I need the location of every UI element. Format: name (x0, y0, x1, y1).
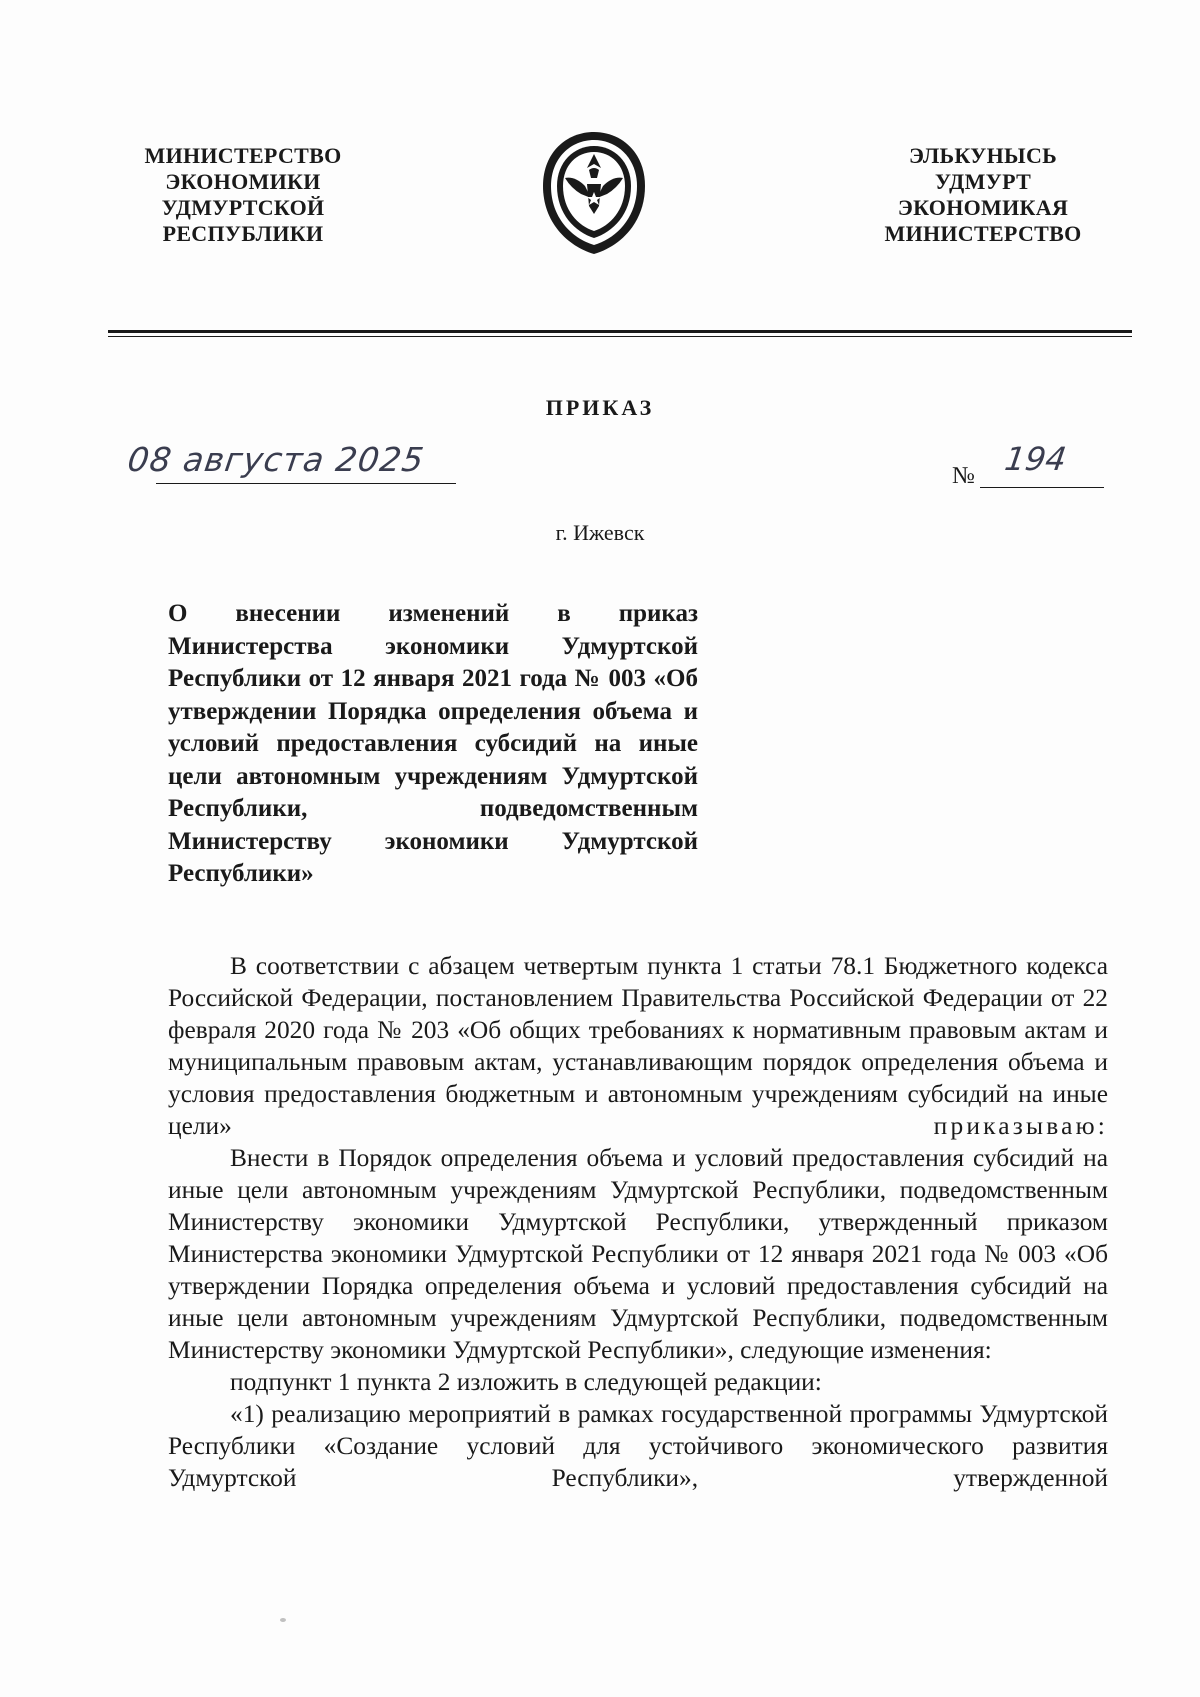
ministry-name-line: МИНИСТЕРСТВО (144, 143, 342, 168)
body-paragraph: Внести в Порядок определения объема и условий предоставления субсидий на иные цели автономным учреждениям Удмуртской Республики, подведомственным Министерству экономики Удмуртской Республики, утвержденный приказом Министерства экономики Удмуртской Республики от 12 января 2021 года № 003 «Об утверждении Порядка определения объема и условий предоставления субсидий на иные цели автономным учреждениям Удмуртской Республики, подведомственным Министерству экономики Удмуртской Республики», следующие изменения: (168, 1144, 1108, 1364)
ministry-name-line: УДМУРТ (934, 169, 1032, 194)
scan-speck (280, 1618, 286, 1622)
ministry-name-line: ЭКОНОМИКИ (165, 169, 321, 194)
order-verb: приказываю: (933, 1112, 1108, 1140)
body-paragraph: подпункт 1 пункта 2 изложить в следующей редакции: (230, 1368, 822, 1396)
ministry-name-line: РЕСПУБЛИКИ (162, 221, 324, 246)
handwritten-number: 194 (1002, 440, 1069, 478)
ministry-name-line: ЭКОНОМИКАЯ (897, 195, 1069, 220)
ministry-name-line: УДМУРТСКОЙ (161, 195, 325, 220)
city-name: г. Ижевск (555, 520, 645, 545)
order-body (168, 950, 1108, 1494)
ministry-name-line: ЭЛЬКУНЫСЬ (909, 143, 1057, 168)
header-divider-thick (108, 330, 1132, 333)
order-subject: О внесении изменений в приказ Министерства экономики Удмуртской Республики от 12 января 2021 года № 003 «Об утверждении Порядка определения объема и условий предоставления субсидий на иные цели автономным учреждениям Удмуртской Республики, подведомственным Министерству экономики Удмуртской Республики» (168, 600, 698, 887)
body-text: В соответствии с абзацем четвертым пункта 1 статьи 78.1 Бюджетного кодекса Российской Федерации, постановлением Правительства Российской Федерации от 22 февраля 2020 года № 203 «Об общих требованиях к нормативным правовым актам и муниципальным правовым актам, устанавливающим порядок определения объема и условия предоставления бюджетным и автономным учреждениям субсидий на иные цели» (168, 952, 1108, 1140)
udmurt-coat-of-arms-icon (535, 128, 653, 258)
date-underline (156, 483, 456, 484)
document-title: ПРИКАЗ (545, 395, 655, 420)
body-paragraph (168, 950, 1108, 1142)
ministry-name-udmurt (858, 143, 1108, 247)
handwritten-date: 08 августа 2025 (125, 440, 427, 479)
header-divider-thin (108, 336, 1132, 337)
body-paragraph: «1) реализацию мероприятий в рамках государственной программы Удмуртской Республики «Создание условий для устойчивого экономического развития Удмуртской Республики», утвержденной (168, 1400, 1108, 1492)
number-label: № (952, 463, 975, 489)
ministry-name-russian (118, 143, 368, 247)
ministry-name-line: МИНИСТЕРСТВО (884, 221, 1082, 246)
number-underline (980, 487, 1104, 488)
